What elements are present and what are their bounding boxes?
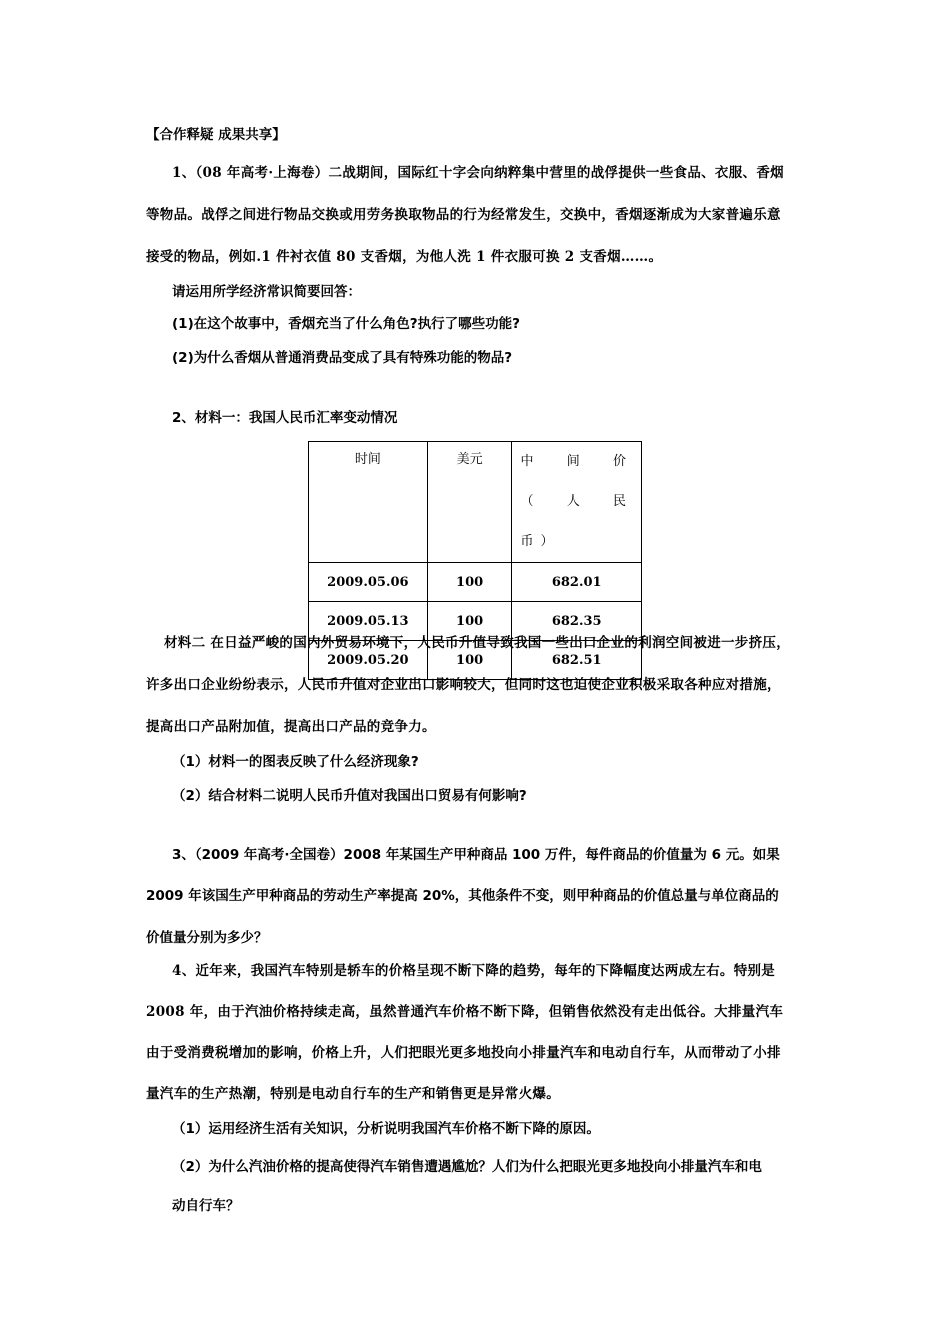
q4-line-1: 4、近年来，我国汽车特别是轿车的价格呈现不断下降的趋势，每年的下降幅度达两成左右。特别是 xyxy=(172,963,776,979)
table-header-row xyxy=(309,442,642,563)
q4-sub-1: （1）运用经济生活有关知识，分析说明我国汽车价格不断下降的原因。 xyxy=(172,1121,600,1137)
table-header-mid-price: 中 间 价 （ 人 民 币） xyxy=(512,442,642,563)
table-cell-usd: 100 xyxy=(427,563,512,602)
q4-line-3: 由于受消费税增加的影响，价格上升，人们把眼光更多地投向小排量汽车和电动自行车，从而带动了小排 xyxy=(146,1045,781,1061)
table-cell-price: 682.35 xyxy=(512,602,642,641)
table-cell-date: 2009.05.20 xyxy=(309,641,428,680)
q1-prompt: 请运用所学经济常识简要回答： xyxy=(172,284,361,300)
table-header-usd: 美元 xyxy=(427,442,512,563)
q3-line-1: 3、（2009 年高考·全国卷）2008 年某国生产甲种商品 100 万件，每件商品的价值量为 6 元。如果 xyxy=(172,847,780,863)
q3-line-2: 2009 年该国生产甲种商品的劳动生产率提高 20%，其他条件不变，则甲种商品的价值总量与单位商品的 xyxy=(146,888,779,904)
table-cell-price: 682.51 xyxy=(512,641,642,680)
table-row xyxy=(309,563,642,602)
q1-sub-1: (1)在这个故事中，香烟充当了什么角色?执行了哪些功能? xyxy=(172,316,520,332)
q1-line-1: 1、（08 年高考·上海卷）二战期间，国际红十字会向纳粹集中营里的战俘提供一些食品、衣服、香烟 xyxy=(172,165,784,181)
table-header-time: 时间 xyxy=(309,442,428,563)
q1-sub-2: (2)为什么香烟从普通消费品变成了具有特殊功能的物品? xyxy=(172,350,513,366)
q3-line-3: 价值量分别为多少？ xyxy=(146,930,268,946)
q2-material2-line-3: 提高出口产品附加值，提高出口产品的竞争力。 xyxy=(146,719,436,735)
q4-sub-2-line-2: 动自行车？ xyxy=(172,1198,240,1214)
table-cell-usd: 100 xyxy=(427,641,512,680)
q2-intro: 2、材料一：我国人民币汇率变动情况 xyxy=(172,410,398,426)
q2-material2-line-2: 许多出口企业纷纷表示，人民币升值对企业出口影响较大，但同时这也迫使企业积极采取各种应对措施， xyxy=(146,677,781,693)
q1-line-3: 接受的物品，例如.1 件衬衣值 80 支香烟，为他人洗 1 件衣服可换 2 支香烟……。 xyxy=(146,249,663,265)
q4-line-2: 2008 年，由于汽油价格持续走高，虽然普通汽车价格不断下降，但销售依然没有走出低谷。大排量汽车 xyxy=(146,1004,784,1020)
section-title: 【合作释疑 成果共享】 xyxy=(146,127,286,143)
table-cell-date: 2009.05.06 xyxy=(309,563,428,602)
q4-sub-2-line-1: （2）为什么汽油价格的提高使得汽车销售遭遇尴尬？人们为什么把眼光更多地投向小排量汽车和电 xyxy=(172,1159,762,1175)
q2-material2-line-1: 材料二 在日益严峻的国内外贸易环境下，人民币升值导致我国一些出口企业的利润空间被进一步挤压， xyxy=(164,635,790,651)
q2-sub-1: （1）材料一的图表反映了什么经济现象? xyxy=(172,754,419,770)
table-cell-usd: 100 xyxy=(427,602,512,641)
q4-line-4: 量汽车的生产热潮，特别是电动自行车的生产和销售更是异常火爆。 xyxy=(146,1086,560,1102)
q2-sub-2: （2）结合材料二说明人民币升值对我国出口贸易有何影响? xyxy=(172,788,527,804)
table-cell-date: 2009.05.13 xyxy=(309,602,428,641)
q1-line-2: 等物品。战俘之间进行物品交换或用劳务换取物品的行为经常发生，交换中，香烟逐渐成为大家普遍乐意 xyxy=(146,207,781,223)
table-cell-price: 682.01 xyxy=(512,563,642,602)
